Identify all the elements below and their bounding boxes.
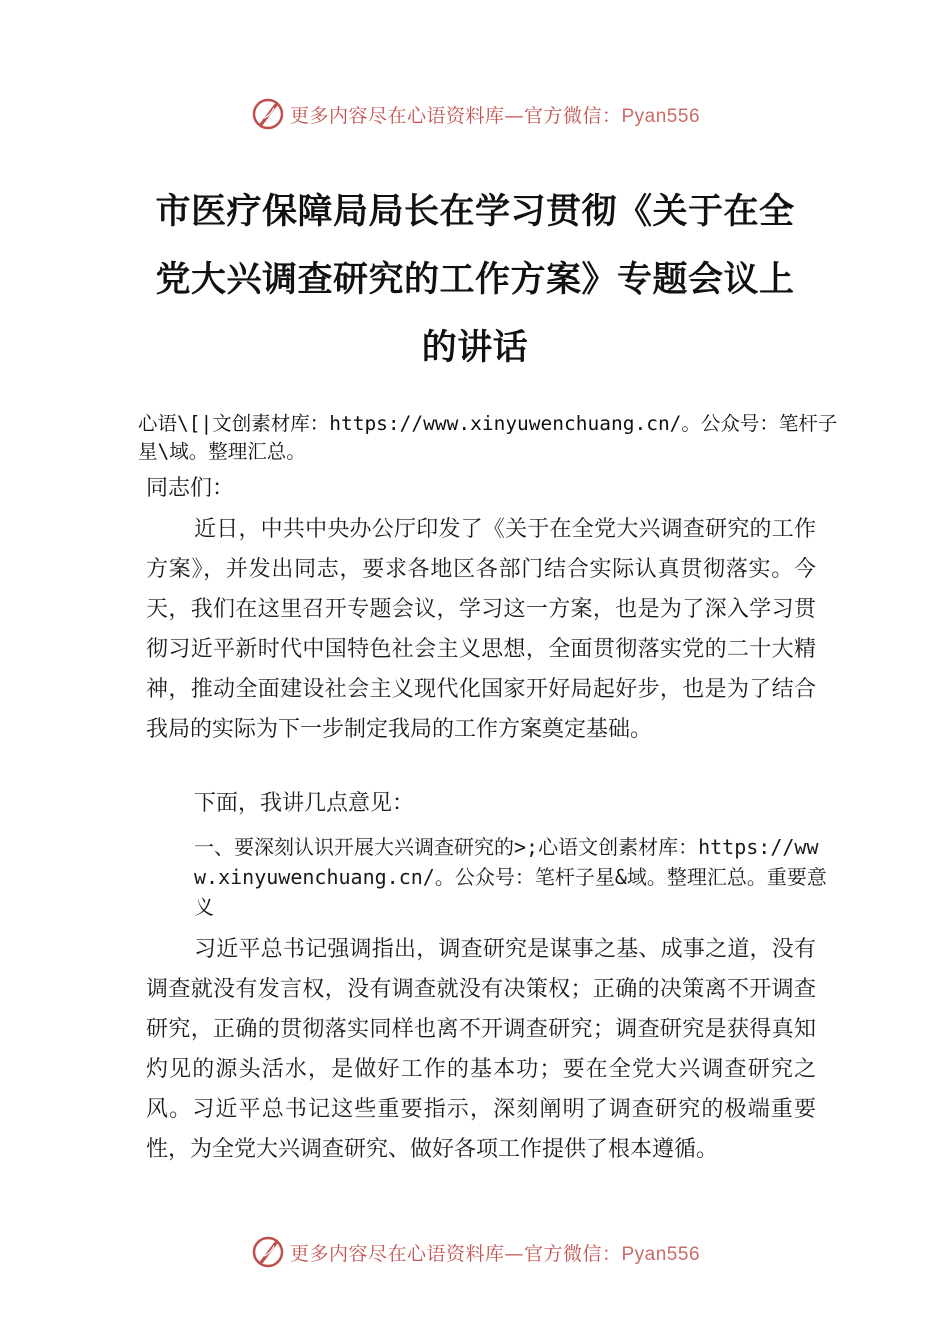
quill-logo-icon: [250, 96, 286, 132]
footer-banner: [0, 1232, 950, 1272]
document-title: 市医疗保障局局长在学习贯彻《关于在全党大兴调查研究的工作方案》专题会议上的讲话: [155, 192, 795, 368]
paragraph-2: 下面，我讲几点意见：: [194, 791, 415, 816]
section-heading-1: 一、要深刻认识开展大兴调查研究的>;心语文创素材库：https://www.xinyuwenchuang.cn/。公众号：笔杆子星&域。整理汇总。重要意义: [194, 835, 827, 919]
header-banner: [0, 94, 950, 134]
source-note: 心语\[|文创素材库：https://www.xinyuwenchuang.cn/。公众号：笔杆子星\域。整理汇总。: [138, 412, 838, 463]
banner-text: 更多内容尽在心语资料库—官方微信：Pyan556: [289, 104, 701, 127]
greeting: 同志们：: [146, 476, 235, 501]
quill-logo-icon: [250, 1234, 286, 1270]
paragraph-3: 习近平总书记强调指出，调查研究是谋事之基、成事之道，没有调查就没有发言权，没有调查就没有决策权；正确的决策离不开调查研究，正确的贯彻落实同样也离不开调查研究；调查研究是获得真知灼见的源头活水，是做好工作的基本功；要在全党大兴调查研究之风。习近平总书记这些重要指示，深刻阐明了调查研究的极端重要性，为全党大兴调查研究、做好各项工作提供了根本遵循。: [146, 937, 816, 1162]
paragraph-1: 近日，中共中央办公厅印发了《关于在全党大兴调查研究的工作方案》，并发出同志，要求各地区各部门结合实际认真贯彻落实。今天，我们在这里召开专题会议，学习这一方案，也是为了深入学习贯彻习近平新时代中国特色社会主义思想，全面贯彻落实党的二十大精神，推动全面建设社会主义现代化国家开好局起好步，也是为了结合我局的实际为下一步制定我局的工作方案奠定基础。: [146, 517, 816, 742]
banner-text: 更多内容尽在心语资料库—官方微信：Pyan556: [289, 1242, 701, 1265]
